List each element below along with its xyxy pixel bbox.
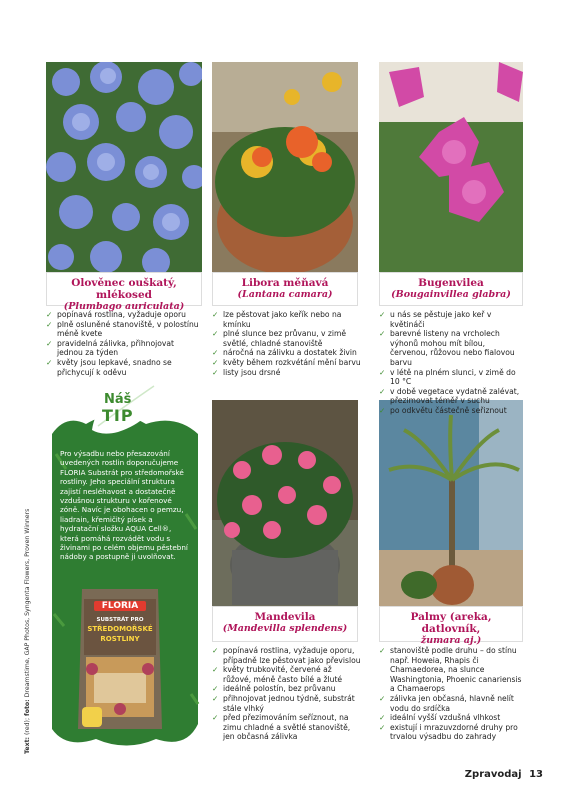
check-icon: ✓ bbox=[212, 713, 219, 723]
list-item: ✓ před přezimováním seříznout, na zimu chladné a světlé stanoviště, jen občasná zálivka bbox=[212, 713, 351, 742]
product-line3: ROSTLINY bbox=[100, 635, 140, 643]
caption-palms bbox=[379, 606, 523, 646]
list-item: ✓ plně osluněné stanoviště, v polostínu méně kvete bbox=[46, 319, 199, 339]
check-icon: ✓ bbox=[212, 329, 219, 339]
product-brand: FLORIA bbox=[94, 601, 146, 611]
magazine-name: Zpravodaj bbox=[464, 769, 522, 780]
check-icon: ✓ bbox=[379, 722, 386, 732]
tip-badge-line2: TIP bbox=[102, 406, 134, 425]
product-line2: STŘEDOMOŘSKÉ bbox=[87, 625, 153, 633]
list-bougainvillea bbox=[379, 310, 525, 416]
check-icon: ✓ bbox=[212, 646, 219, 655]
tip-badge-line1: Náš bbox=[104, 392, 132, 407]
check-icon: ✓ bbox=[46, 310, 53, 319]
check-icon: ✓ bbox=[379, 405, 386, 415]
lantana-photo bbox=[212, 62, 358, 272]
list-item: ✓ květy během rozkvétání mění barvu bbox=[212, 357, 361, 367]
credit-text-author: (red); bbox=[24, 717, 31, 735]
check-icon: ✓ bbox=[379, 310, 386, 319]
list-item: ✓ v době vegetace vydatně zalévat, přezimovat téměř v suchu bbox=[379, 386, 520, 406]
mandevilla-photo bbox=[212, 400, 358, 610]
check-icon: ✓ bbox=[379, 367, 386, 377]
list-item: ✓ ideálně polostín, bez průvanu bbox=[212, 684, 336, 694]
list-item: ✓ přihnojovat jednou týdně, substrát stále vlhký bbox=[212, 693, 355, 713]
plant-latin: (Mandevilla splendens) bbox=[222, 623, 348, 634]
check-icon: ✓ bbox=[379, 386, 386, 396]
plumbago-photo bbox=[46, 62, 202, 272]
check-icon: ✓ bbox=[212, 693, 219, 703]
plant-name: Mandevila bbox=[254, 611, 316, 623]
list-item: ✓ popínavá rostlina, vyžaduje oporu, případně lze pěstovat jako převislou bbox=[212, 646, 361, 665]
product-bag bbox=[76, 585, 164, 733]
check-icon: ✓ bbox=[212, 367, 219, 377]
list-item: ✓ zálivka jen občasná, hlavně nelít vodu do srdíčka bbox=[379, 693, 514, 713]
plant-latin: žumara aj.) bbox=[420, 635, 482, 646]
plant-name: Palmy (areka, datlovník, bbox=[410, 611, 492, 635]
list-item: ✓ plné slunce bez průvanu, v zimě světlé, chladné stanoviště bbox=[212, 329, 347, 348]
plant-latin: (Plumbago auriculata) bbox=[63, 301, 185, 312]
list-item: ✓ květy jsou lepkavé, snadno se přichycují k oděvu bbox=[46, 357, 172, 377]
tip-text bbox=[60, 449, 188, 562]
list-item: ✓ v létě na plném slunci, v zimě do 10 °C bbox=[379, 367, 516, 387]
list-item: ✓ listy jsou drsné bbox=[212, 367, 281, 377]
list-item: ✓ stanoviště podle druhu – do stínu např. Howeia, Rhapis či Chamaedorea, na slunce Washingtonia, Phoenic canariensis a Chamaerops bbox=[379, 646, 522, 694]
list-item: ✓ ideální vyšší vzdušná vlhkost bbox=[379, 713, 501, 723]
plant-latin: (Bougainvillea glabra) bbox=[391, 289, 511, 300]
check-icon: ✓ bbox=[46, 357, 53, 367]
page-number: 13 bbox=[529, 769, 543, 780]
list-item: ✓ barevné listeny na vrcholech výhonů mohou mít bílou, červenou, růžovou nebo fialovou barvu bbox=[379, 329, 515, 367]
list-plumbago bbox=[46, 310, 202, 377]
list-item: ✓ květy trubkovité, červené až růžové, méně často bílé a žluté bbox=[212, 665, 343, 684]
check-icon: ✓ bbox=[212, 684, 219, 694]
list-lantana bbox=[212, 310, 362, 377]
list-item: ✓ náročná na zálivku a dostatek živin bbox=[212, 348, 357, 358]
list-item: ✓ pravidelná zálivka, přihnojovat jednou za týden bbox=[46, 338, 174, 358]
photo-credit bbox=[24, 509, 31, 754]
check-icon: ✓ bbox=[379, 693, 386, 703]
caption-mandevilla bbox=[212, 606, 358, 642]
product-line1: SUBSTRÁT PRO bbox=[96, 617, 144, 623]
check-icon: ✓ bbox=[379, 646, 386, 655]
list-item: ✓ popínavá rostlina, vyžaduje oporu bbox=[46, 310, 186, 319]
tip-badge bbox=[88, 378, 166, 436]
check-icon: ✓ bbox=[212, 348, 219, 358]
plant-latin: (Lantana camara) bbox=[237, 289, 333, 300]
page-footer bbox=[465, 769, 543, 780]
bougainvillea-photo bbox=[379, 62, 523, 272]
check-icon: ✓ bbox=[379, 329, 386, 339]
caption-plumbago bbox=[46, 272, 202, 312]
check-icon: ✓ bbox=[46, 319, 53, 329]
caption-bougainvillea bbox=[379, 272, 523, 306]
plant-name: Bugenvilea bbox=[418, 277, 484, 289]
credit-photo-sources: Dreamstime, GAP Photos, Syngenta Flowers, Proven Winners bbox=[24, 508, 31, 698]
list-item: ✓ lze pěstovat jako keřík nebo na kmínku bbox=[212, 310, 342, 329]
palm-photo bbox=[379, 400, 523, 610]
check-icon: ✓ bbox=[212, 665, 219, 675]
check-icon: ✓ bbox=[212, 310, 219, 319]
tip-paragraph: Pro výsadbu nebo přesazování uvedených rostlin doporučujeme FLORIA Substrát pro středomořské rostliny. Jeho speciální struktura zajistí nesléhavost a dostatečně vzdušnou strukturu v kořenové zóně. Navíc je obohacen o pemzu, liadrain, křemičitý písek a hydratační složku AQUA Cell®, která pomáhá rozvádět vodu s živinami po celém objemu pěstební nádoby a postupně ji uvolňovat. bbox=[60, 449, 188, 562]
check-icon: ✓ bbox=[212, 357, 219, 367]
list-item: ✓ u nás se pěstuje jako keř v květináči bbox=[379, 310, 492, 329]
list-item: ✓ existují i mrazuvzdorné druhy pro trvalou výsadbu do zahrady bbox=[379, 722, 518, 742]
list-palms bbox=[379, 646, 525, 742]
check-icon: ✓ bbox=[46, 338, 53, 348]
list-mandevilla bbox=[212, 646, 362, 742]
credit-label-text: Text: bbox=[24, 736, 31, 754]
caption-lantana bbox=[212, 272, 358, 306]
plant-name: Libora měňavá bbox=[241, 277, 329, 289]
credit-label-photo: foto: bbox=[24, 699, 31, 716]
check-icon: ✓ bbox=[379, 713, 386, 723]
list-item: ✓ po odkvětu částečně seřiznout bbox=[379, 405, 507, 415]
plant-name: Olověnec ouškatý, mlékosed bbox=[71, 277, 177, 301]
